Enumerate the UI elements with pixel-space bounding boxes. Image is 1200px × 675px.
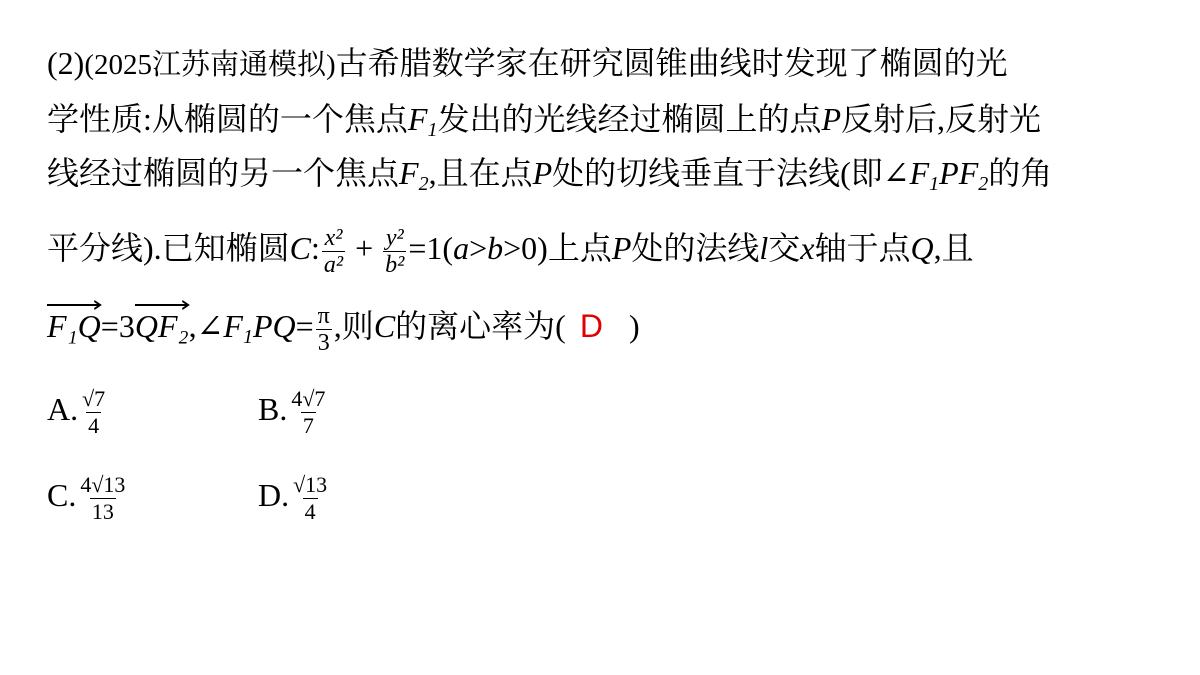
- choice-b[interactable]: [258, 386, 329, 439]
- problem-text: 处的法线: [631, 229, 760, 266]
- colon: :: [311, 229, 320, 266]
- choice-label: B.: [258, 390, 288, 427]
- choice-d[interactable]: [258, 472, 331, 525]
- point-p: P: [611, 229, 632, 266]
- problem-line-4: [47, 225, 974, 278]
- problem-text: 发出的光线经过椭圆上的点: [437, 101, 822, 137]
- angle-f1pq: $F_1PQ$: [223, 308, 296, 348]
- problem-number: (2): [47, 45, 85, 81]
- problem-text: 学性质:从椭圆的一个焦点: [47, 101, 408, 137]
- problem-source: (2025江苏南通模拟): [84, 49, 336, 81]
- problem-text: 轴于点: [814, 229, 911, 266]
- problem-text: =: [295, 308, 314, 344]
- choice-fraction: $\frac{4√7}{7}$: [291, 386, 326, 438]
- problem-text: 的角: [988, 155, 1053, 191]
- problem-text: =1(: [408, 229, 454, 266]
- point-q: Q: [910, 229, 934, 266]
- vector-qf2: QF₂: [135, 300, 189, 346]
- problem-text: ,∠: [188, 308, 224, 344]
- choice-a[interactable]: [47, 386, 109, 439]
- choice-fraction: $\frac{4√13}{13}$: [80, 472, 126, 524]
- problem-line-2: [47, 99, 1041, 139]
- problem-text: ,则: [333, 308, 374, 344]
- plus-sign: +: [355, 229, 374, 266]
- choice-label: A.: [47, 390, 79, 427]
- problem-text: 交: [768, 229, 801, 266]
- ellipse-c: C: [289, 229, 312, 266]
- choice-fraction: $\frac{√7}{4}$: [82, 386, 106, 438]
- problem-text: 古希腊数学家在研究圆锥曲线时发现了椭圆的光: [335, 45, 1008, 81]
- choice-c[interactable]: [47, 472, 129, 525]
- gt-zero: >0: [503, 229, 538, 266]
- focus-f1: $F_1$: [407, 101, 438, 141]
- problem-line-3: [47, 153, 1052, 193]
- choice-fraction: $\frac{√13}{4}$: [293, 472, 328, 524]
- problem-text: 的离心率为(: [395, 308, 566, 344]
- choice-label: C.: [47, 476, 77, 513]
- x-axis-var: x: [800, 229, 815, 266]
- problem-text: =3: [100, 308, 135, 344]
- problem-text: 平分线).已知椭圆: [47, 229, 290, 266]
- problem-line-1: [47, 43, 1008, 85]
- point-p: P: [821, 101, 842, 137]
- fraction-x2-a2: $\frac{\text{x²}}{\text{a²}}$: [323, 225, 344, 278]
- normal-line-l: l: [759, 229, 769, 266]
- problem-text: 线经过椭圆的另一个焦点: [47, 155, 400, 191]
- problem-text: ,且在点: [428, 155, 533, 191]
- problem-text: )上点: [537, 229, 612, 266]
- problem-line-5: [47, 300, 640, 356]
- problem-text: 反射后,反射光: [841, 101, 1042, 137]
- problem-text: ,且: [933, 229, 974, 266]
- answer-text: D: [579, 308, 603, 344]
- fraction-y2-b2: $\frac{\text{y²}}{\text{b²}}$: [385, 225, 405, 278]
- problem-text: 处的切线垂直于法线(即∠: [552, 155, 910, 191]
- var-a: a: [453, 229, 470, 266]
- gt-sign: >: [469, 229, 488, 266]
- ellipse-c: C: [373, 308, 396, 344]
- problem-text: ): [628, 308, 640, 344]
- angle-f1pf2: $F_1PF_2$: [909, 155, 989, 195]
- var-b: b: [487, 229, 504, 266]
- choice-label: D.: [258, 476, 290, 513]
- fraction-pi-3: $\frac{\pi}{3}$: [317, 303, 330, 357]
- point-p: P: [532, 155, 553, 191]
- focus-f2: $F_2$: [399, 155, 429, 195]
- vector-f1q: F₁Q: [47, 300, 101, 346]
